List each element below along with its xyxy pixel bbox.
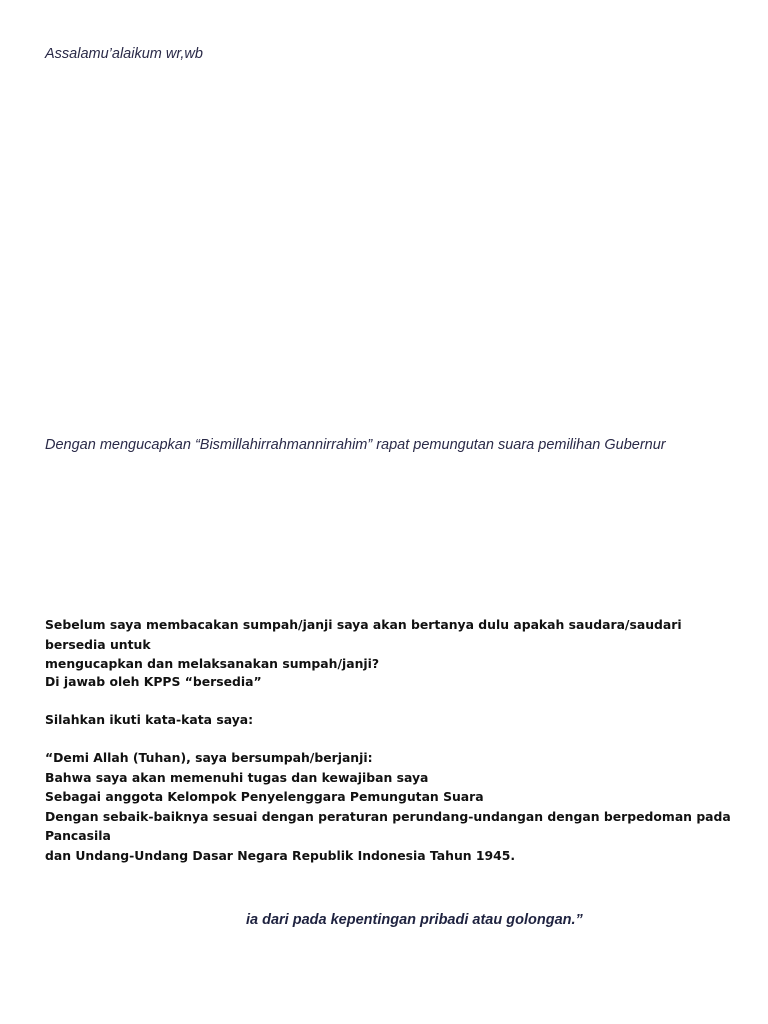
- opening-statement: Dengan mengucapkan “Bismillahirrahmannirrahim” rapat pemungutan suara pemilihan Gubernur: [45, 437, 666, 453]
- instruction-line: Silahkan ikuti kata-kata saya:: [45, 712, 254, 727]
- intro-line: mengucapkan dan melaksanakan sumpah/janji?: [45, 656, 380, 671]
- intro-paragraph: [45, 615, 735, 674]
- answer-paragraph: [45, 672, 735, 692]
- oath-paragraph: [45, 748, 735, 865]
- greeting-text: Assalamu’alaikum wr,wb: [45, 46, 203, 62]
- oath-line: Bahwa saya akan memenuhi tugas dan kewajiban saya: [45, 769, 429, 785]
- intro-line: Sebelum saya membacakan sumpah/janji saya akan bertanya dulu apakah saudara/saudari bersedia untuk: [45, 617, 682, 652]
- instruction-paragraph: [45, 710, 735, 730]
- oath-line: “Demi Allah (Tuhan), saya bersumpah/berjanji:: [45, 750, 373, 765]
- closing-line: ia dari pada kepentingan pribadi atau golongan.”: [246, 912, 583, 928]
- oath-line: dan Undang-Undang Dasar Negara Republik Indonesia Tahun 1945.: [45, 847, 516, 863]
- oath-line: Sebagai anggota Kelompok Penyelenggara Pemungutan Suara: [45, 789, 484, 804]
- oath-line: Dengan sebaik-baiknya sesuai dengan peraturan perundang-undangan dengan berpedoman pada Pancasila: [45, 808, 731, 843]
- answer-line: Di jawab oleh KPPS “bersedia”: [45, 674, 262, 689]
